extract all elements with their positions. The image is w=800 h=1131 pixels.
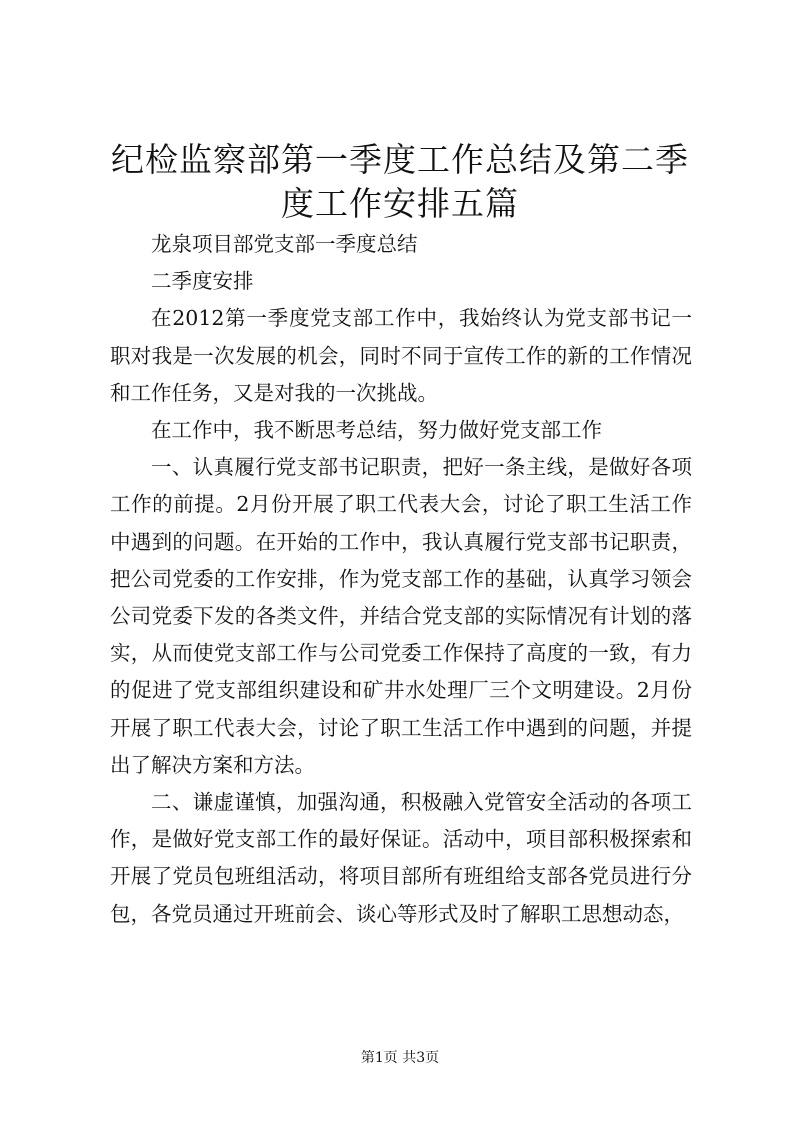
document-body — [110, 226, 692, 933]
paragraph-heading: 二季度安排 — [151, 269, 254, 294]
paragraph-subtitle: 龙泉项目部党支部一季度总结 — [151, 232, 418, 256]
paragraph-summary: 在工作中，我不断思考总结，努力做好党支部工作 — [151, 418, 602, 443]
paragraph-section-one: 一、认真履行党支部书记职责，把好一条主线，是做好各项工作的前提。2月份开展了职工代表大会，讨论了职工生活工作中遇到的问题。在开始的工作中，我认真履行党支部书记职责，把公司党委的工作安排，作为党支部工作的基础，认真学习领会公司党委下发的各类文件，并结合党支部的实际情况有计划的落实，从而使党支部工作与公司党委工作保持了高度的一致，有力的促进了党支部组织建设和矿井水处理厂三个文明建设。2月份开展了职工代表大会，讨论了职工生活工作中遇到的问题，并提出了解决方案和方法。 — [110, 455, 692, 777]
page-footer: 第1页 共3页 — [360, 1050, 440, 1066]
document-title: 纪检监察部第一季度工作总结及第二季度工作安排五篇 — [111, 140, 689, 223]
paragraph-intro: 在2012第一季度党支部工作中，我始终认为党支部书记一职对我是一次发展的机会，同时不同于宣传工作的新的工作情况和工作任务，又是对我的一次挑战。 — [110, 306, 692, 405]
paragraph-section-two: 二、谦虚谨慎，加强沟通，积极融入党管安全活动的各项工作，是做好党支部工作的最好保证。活动中，项目部积极探索和开展了党员包班组活动，将项目部所有班组给支部各党员进行分包，各党员通过开班前会、谈心等形式及时了解职工思想动态， — [110, 790, 692, 926]
